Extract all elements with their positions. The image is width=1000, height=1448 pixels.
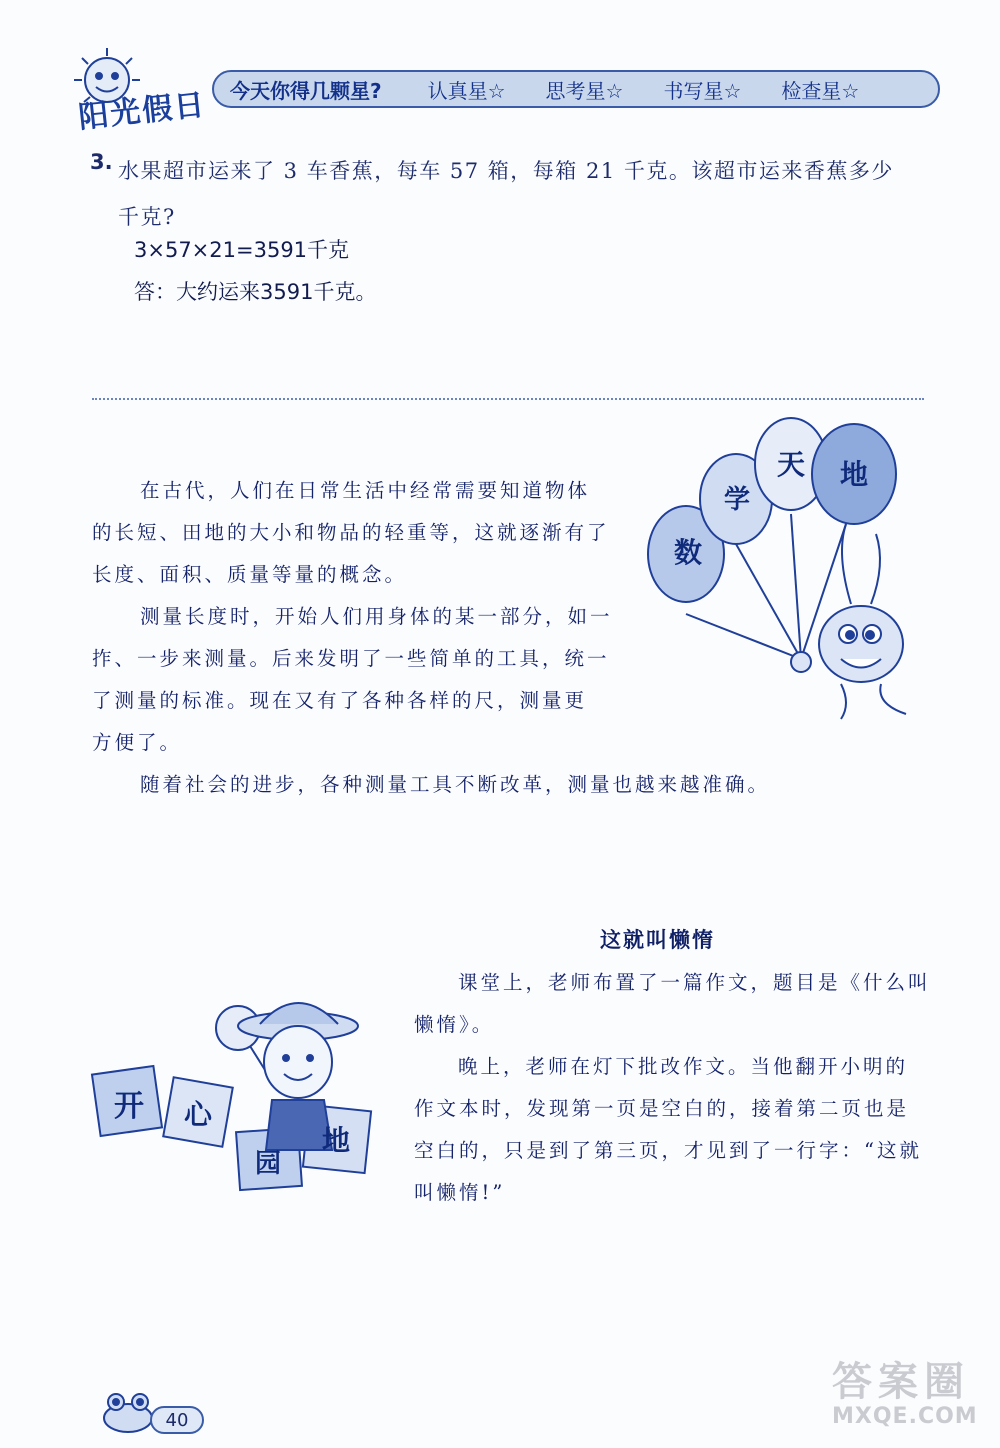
answer-formula[interactable]: 3×57×21=3591千克 [134,238,350,262]
block-char: 心 [184,1098,213,1131]
block-char: 开 [114,1089,144,1124]
story-text [414,962,934,1214]
para-line: 的长短、田地的大小和物品的轻重等，这就逐渐有了 [92,521,610,544]
para-line: 测量长度时，开始人们用身体的某一部分，如一 [140,605,613,628]
para-line: 方便了。 [92,731,183,754]
para-line: 拃、一步来测量。后来发明了一些简单的工具，统一 [92,647,610,670]
star-checking[interactable]: 检查星☆ [781,78,860,103]
story-title: 这就叫懒惰 [600,928,715,952]
para-line: 长度、面积、质量等量的概念。 [92,563,408,586]
question-line-2: 千克? [118,205,176,229]
para-line: 在古代，人们在日常生活中经常需要知道物体 [140,479,591,502]
star-careful[interactable]: 认真星☆ [427,78,506,103]
question-line-1: 水果超市运来了 3 车香蕉，每车 57 箱，每箱 21 千克。该超市运来香蕉多少 [118,159,894,183]
balloon-char: 数 [674,536,703,569]
story-line: 空白的，只是到了第三页，才见到了一行字：“这就 [414,1139,922,1162]
girl-with-blocks-illustration [88,1000,408,1200]
story-line: 叫懒惰!” [414,1181,506,1204]
watermark [832,1360,978,1429]
story-line: 作文本时，发现第一页是空白的，接着第二页也是 [414,1097,910,1120]
balloon-char: 地 [840,458,869,491]
star-writing[interactable]: 书写星☆ [663,78,742,103]
star-question: 今天你得几颗星? [230,78,382,103]
balloon-char: 天 [777,448,806,481]
math-world-text [92,470,771,806]
balloon-char: 学 [724,485,751,515]
watermark-bottom: MXQE.COM [832,1404,978,1429]
story-line: 课堂上，老师布置了一篇作文，题目是《什么叫 [458,971,931,994]
para-line: 随着社会的进步，各种测量工具不断改革，测量也越来越准确。 [140,773,771,796]
story-line: 晚上，老师在灯下批改作文。当他翻开小明的 [458,1055,909,1078]
para-line: 了测量的标准。现在又有了各种各样的尺，测量更 [92,689,588,712]
question-text [118,148,938,240]
answer-text[interactable]: 答：大约运来3591千克。 [134,280,377,304]
frog-icon [98,1388,158,1434]
star-thinking[interactable]: 思考星☆ [545,78,624,103]
section-divider [92,398,924,400]
star-rating-bar [212,70,940,108]
page-number: 40 [150,1406,204,1434]
block-char: 园 [255,1149,282,1179]
story-line: 懒惰》。 [414,1013,495,1036]
question-number: 3. [90,150,113,174]
watermark-top: 答案圈 [832,1359,970,1405]
logo-text: 阳光假日 [76,87,208,136]
block-char: 地 [322,1124,351,1157]
balloon-rabbit-illustration [636,404,936,724]
